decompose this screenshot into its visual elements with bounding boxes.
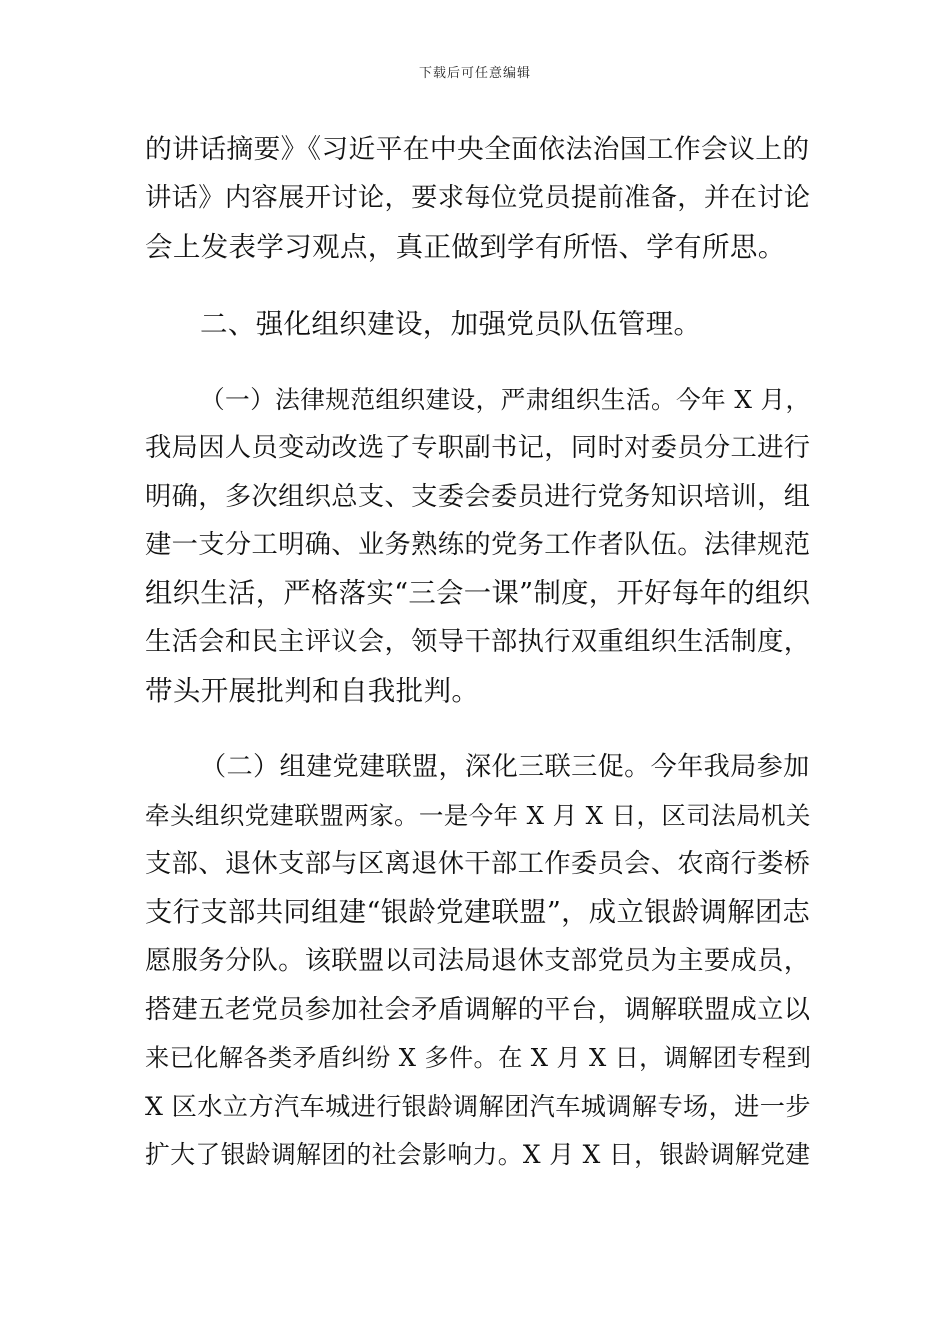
subsection-first-line: （二）组建党建联盟，深化三联三促。今年我局参加 xyxy=(200,752,810,782)
section-heading: 二、强化组织建设，加强党员队伍管理。 xyxy=(200,308,702,340)
subsection-first-line: （一）法律规范组织建设，严肃组织生活。今年 X 月， xyxy=(200,385,811,414)
text-line: 组织生活，严格落实“三会一课”制度，开好每年的组织 xyxy=(145,578,811,609)
text-line: 会上发表学习观点，真正做到学有所悟、学有所思。 xyxy=(145,231,786,263)
text-line: 牵头组织党建联盟两家。一是今年 X 月 X 日，区司法局机关 xyxy=(145,801,811,830)
text-line: 讲话》内容展开讨论，要求每位党员提前准备，并在讨论 xyxy=(145,183,811,213)
text-line: 搭建五老党员参加社会矛盾调解的平台，调解联盟成立以 xyxy=(145,995,811,1025)
text-line: 我局因人员变动改选了专职副书记，同时对委员分工进行 xyxy=(145,433,811,463)
text-line: X 区水立方汽车城进行银龄调解团汽车城调解专场，进一步 xyxy=(145,1092,811,1121)
text-line: 愿服务分队。该联盟以司法局退休支部党员为主要成员， xyxy=(145,946,811,976)
text-line: 的讲话摘要》《习近平在中央全面依法治国工作会议上的 xyxy=(145,134,810,165)
text-line: 明确，多次组织总支、支委会委员进行党务知识培训，组 xyxy=(145,482,811,512)
text-line: 支行支部共同组建“银龄党建联盟”，成立银龄调解团志 xyxy=(145,897,811,928)
text-line: 来已化解各类矛盾纠纷 X 多件。在 X 月 X 日，调解团专程到 xyxy=(145,1044,812,1072)
text-line: 支部、退休支部与区离退休干部工作委员会、农商行娄桥 xyxy=(145,849,811,879)
text-line: 建一支分工明确、业务熟练的党务工作者队伍。法律规范 xyxy=(145,530,811,560)
text-line: 生活会和民主评议会，领导干部执行双重组织生活制度， xyxy=(145,627,811,657)
text-line: 带头开展批判和自我批判。 xyxy=(145,675,480,707)
page-header-note: 下载后可任意编辑 xyxy=(418,66,531,81)
text-line: 扩大了银龄调解团的社会影响力。X 月 X 日，银龄调解党建 xyxy=(145,1140,811,1169)
